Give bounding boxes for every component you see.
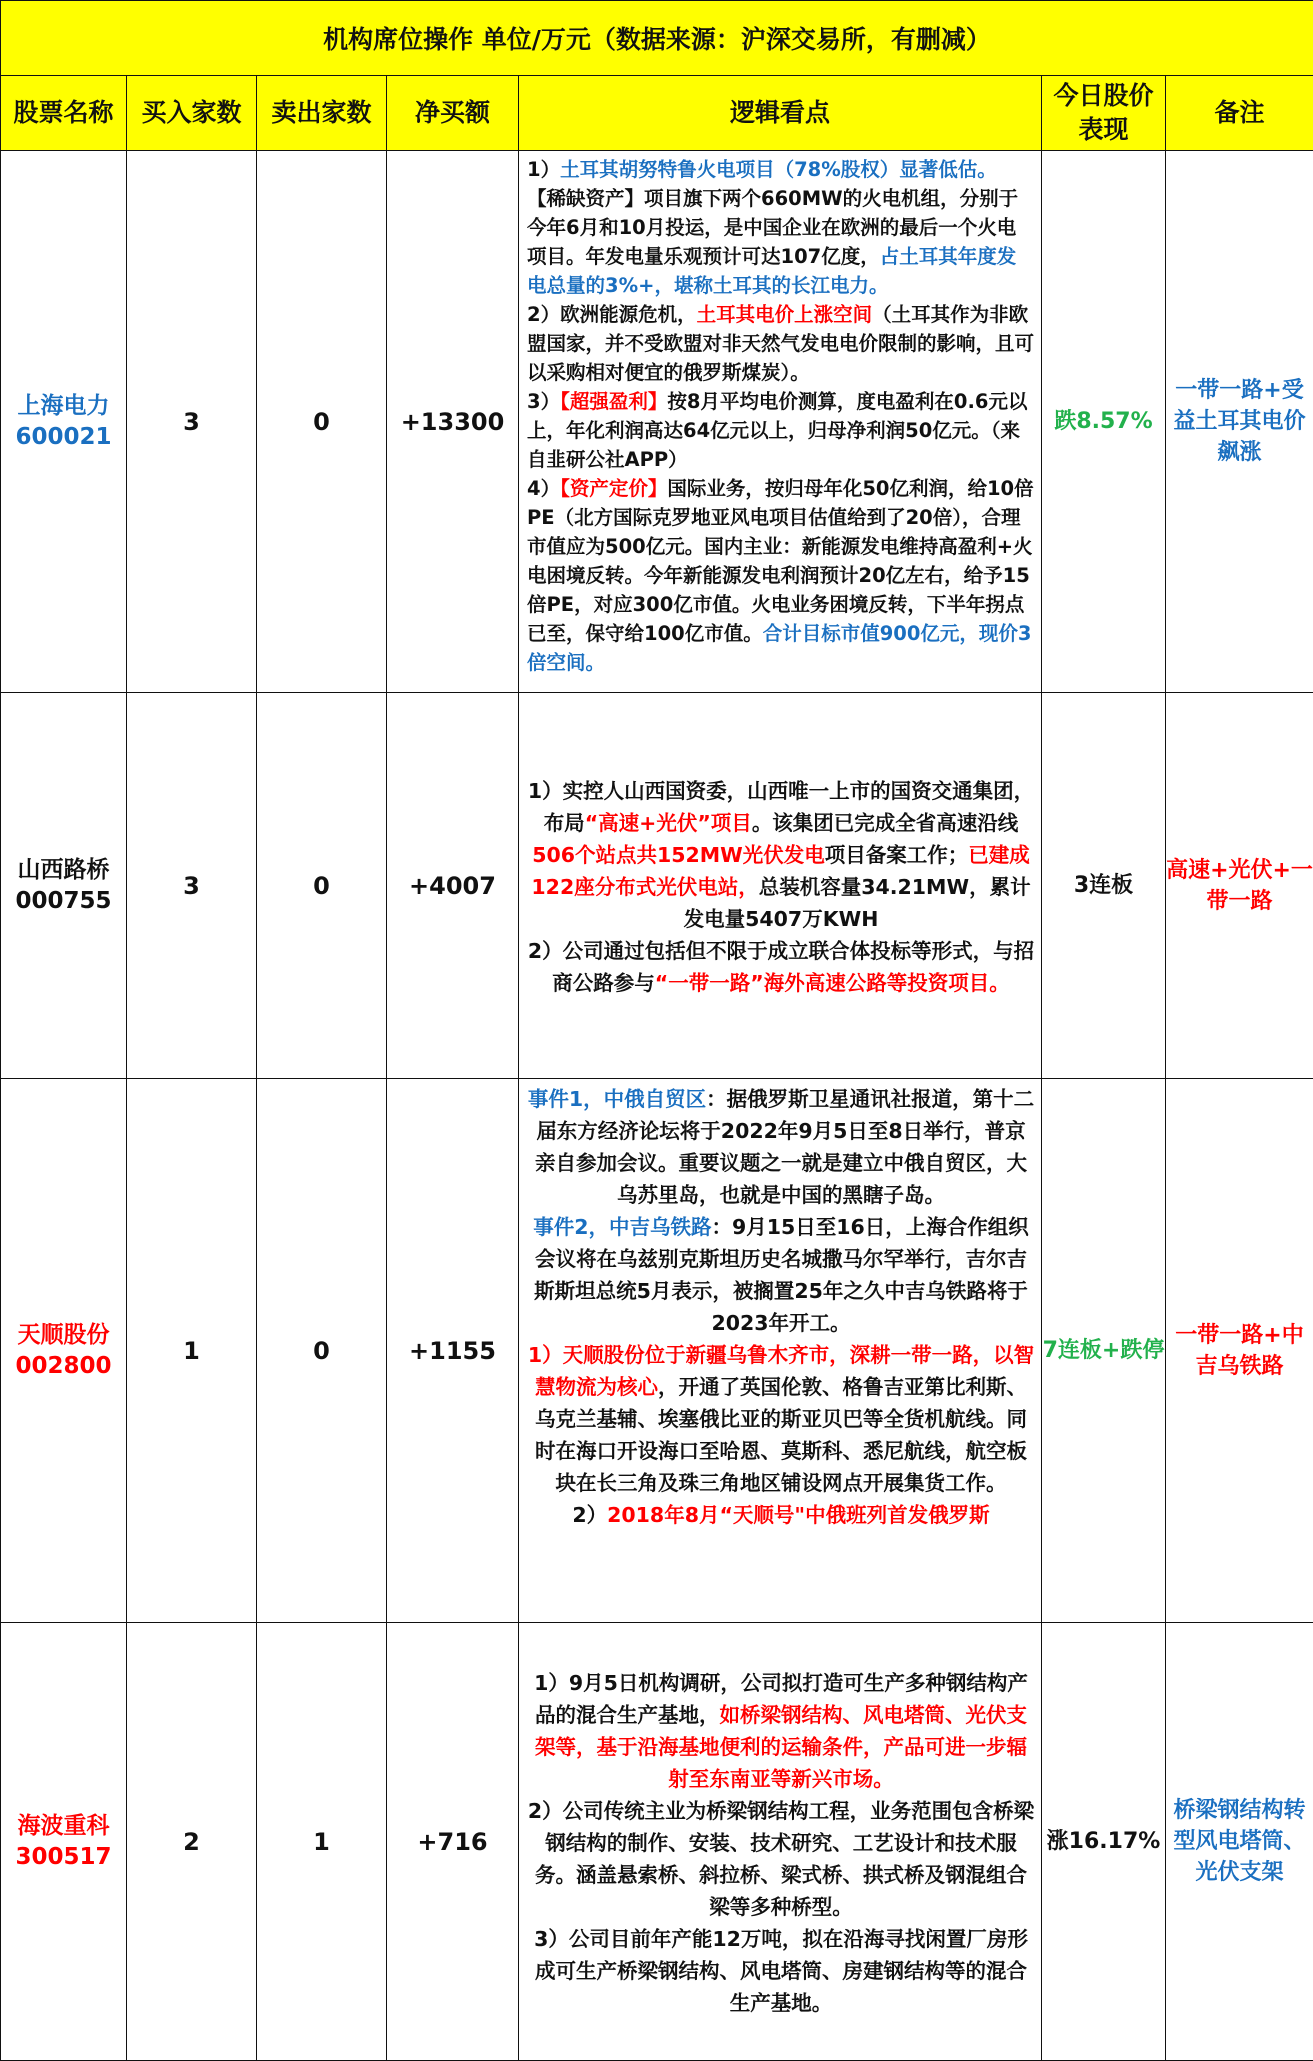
table-row — [1, 1079, 1313, 1623]
logic-text: 1）9月5日机构调研，公司拟打造可生产多种钢结构产品的混合生产基地， — [534, 1671, 1028, 1727]
logic-text: 1） — [527, 158, 560, 181]
header-row — [1, 76, 1313, 151]
note-cell: 一带一路+受益土耳其电价飙涨 — [1166, 151, 1313, 693]
logic-highlight: 506个站点共152MW光伏发电 — [532, 843, 825, 867]
table-row — [1, 693, 1313, 1079]
note-cell: 桥梁钢结构转型风电塔筒、光伏支架 — [1166, 1623, 1313, 2061]
sell-count: 0 — [257, 1079, 387, 1623]
logic-text: 1）实控人山西国资委，山西唯一上市的国资交通集团，布局 — [528, 779, 1034, 835]
logic-highlight: 土耳其电价上涨空间 — [697, 303, 873, 326]
price-performance: 跌8.57% — [1042, 151, 1166, 693]
note-cell: 一带一路+中吉乌铁路 — [1166, 1079, 1313, 1623]
header-logic: 逻辑看点 — [519, 76, 1042, 151]
header-perf-line2: 表现 — [1078, 115, 1128, 144]
stock-name-cell — [1, 693, 127, 1079]
sell-count: 0 — [257, 693, 387, 1079]
logic-highlight: 2018年8月“天顺号"中俄班列首发俄罗斯 — [607, 1503, 989, 1527]
logic-highlight: 合计目标市值900亿元，现价3倍空间。 — [527, 622, 1032, 674]
sell-count: 1 — [257, 1623, 387, 2061]
logic-highlight: “一带一路”海外高速公路等投资项目。 — [655, 971, 1010, 995]
buy-count: 1 — [127, 1079, 257, 1623]
stock-code: 300517 — [15, 1844, 111, 1870]
header-perf-line1: 今日股价 — [1053, 81, 1153, 110]
net-buy: +1155 — [387, 1079, 519, 1623]
stock-name: 上海电力 — [18, 393, 110, 419]
logic-text: 3） — [527, 390, 560, 413]
stock-name: 海波重科 — [18, 1813, 110, 1839]
logic-text: 总装机容量34.21MW，累计发电量5407万KWH — [684, 875, 1031, 931]
logic-cell — [519, 151, 1042, 693]
logic-text: ：9月15日至16日，上海合作组织会议将在乌兹别克斯坦历史名城撒马尔罕举行，吉尔吉斯斯坦总统5月表示，被搁置25年之久中吉乌铁路将于2023年开工。 — [534, 1215, 1029, 1335]
logic-highlight: 事件1，中俄自贸区 — [528, 1087, 706, 1111]
net-buy: +716 — [387, 1623, 519, 2061]
logic-text: 国际业务，按归母年化50亿利润，给10倍PE（北方国际克罗地亚风电项目估值给到了20倍），合理市值应为500亿元。国内主业：新能源发电维持高盈利+火电困境反转。今年新能源发电利润预计20亿左右，给予15倍PE，对应300亿市值。火电业务困境反转，下半年拐点已至，保守给100亿市值。 — [527, 477, 1034, 645]
logic-cell — [519, 1623, 1042, 2061]
stock-code: 002800 — [15, 1353, 111, 1379]
logic-text: 【稀缺资产】项目旗下两个660MW的火电机组，分别于今年6月和10月投运，是中国企业在欧洲的最后一个火电项目。年发电量乐观预计可达107亿度， — [527, 187, 1018, 268]
logic-text: ：据俄罗斯卫星通讯社报道，第十二届东方经济论坛将于2022年9月5日至8日举行，普京亲自参加会议。重要议题之一就是建立中俄自贸区，大乌苏里岛，也就是中国的黑瞎子岛。 — [535, 1087, 1034, 1207]
price-performance: 涨16.17% — [1042, 1623, 1166, 2061]
header-note: 备注 — [1166, 76, 1313, 151]
logic-cell — [519, 693, 1042, 1079]
net-buy: +13300 — [387, 151, 519, 693]
buy-count: 3 — [127, 693, 257, 1079]
header-sell-count: 卖出家数 — [257, 76, 387, 151]
logic-highlight: 【超强盈利】 — [560, 390, 667, 413]
header-price-performance — [1042, 76, 1166, 151]
stock-name-cell — [1, 1623, 127, 2061]
header-buy-count: 买入家数 — [127, 76, 257, 151]
stock-name-cell — [1, 151, 127, 693]
logic-highlight: 占土耳其年度发电总量的3%+，堪称土耳其的长江电力。 — [527, 245, 1016, 297]
logic-highlight: 1）天顺股份位于新疆乌鲁木齐市，深耕一带一路，以智慧物流为核心 — [528, 1343, 1034, 1399]
logic-text: 2）公司传统主业为桥梁钢结构工程，业务范围包含桥梁钢结构的制作、安装、技术研究、工艺设计和技术服务。涵盖悬索桥、斜拉桥、梁式桥、拱式桥及钢混组合梁等多种桥型。 — [528, 1799, 1034, 1919]
logic-text: 2） — [572, 1503, 607, 1527]
table-row — [1, 151, 1313, 693]
stock-code: 600021 — [15, 424, 111, 450]
header-stock-name: 股票名称 — [1, 76, 127, 151]
buy-count: 3 — [127, 151, 257, 693]
stock-name: 天顺股份 — [18, 1322, 110, 1348]
logic-text: 3）公司目前年产能12万吨，拟在沿海寻找闲置厂房形成可生产桥梁钢结构、风电塔筒、房建钢结构等的混合生产基地。 — [534, 1927, 1028, 2015]
logic-text: 2）欧洲能源危机， — [527, 303, 697, 326]
logic-text: ，开通了英国伦敦、格鲁吉亚第比利斯、乌克兰基辅、埃塞俄比亚的斯亚贝巴等全货机航线。同时在海口开设海口至哈恩、莫斯科、悉尼航线，航空板块在长三角及珠三角地区铺设网点开展集货工作。 — [535, 1375, 1027, 1495]
logic-highlight: 土耳其胡努特鲁火电项目（78%股权）显著低估。 — [560, 158, 997, 181]
logic-highlight: 已建成122座分布式光伏电站， — [531, 843, 1029, 899]
price-performance: 3连板 — [1042, 693, 1166, 1079]
logic-text: （土耳其作为非欧盟国家，并不受欧盟对非天然气发电电价限制的影响，且可以采购相对便宜的俄罗斯煤炭）。 — [527, 303, 1034, 384]
logic-text: 按8月平均电价测算，度电盈利在0.6元以上，年化利润高达64亿元以上，归母净利润50亿元。（来自韭研公社APP） — [527, 390, 1027, 471]
logic-text: 项目备案工作； — [825, 843, 969, 867]
logic-text: 4） — [527, 477, 560, 500]
stock-code: 000755 — [15, 888, 111, 914]
net-buy: +4007 — [387, 693, 519, 1079]
price-performance: 7连板+跌停 — [1042, 1079, 1166, 1623]
logic-highlight: 【资产定价】 — [560, 477, 667, 500]
table-row — [1, 1623, 1313, 2061]
logic-highlight: 如桥梁钢结构、风电塔筒、光伏支架等，基于沿海基地便利的运输条件，产品可进一步辐射至东南亚等新兴市场。 — [535, 1703, 1027, 1791]
logic-highlight: “高速+光伏”项目 — [585, 811, 752, 835]
logic-text: 2）公司通过包括但不限于成立联合体投标等形式，与招商公路参与 — [528, 939, 1034, 995]
buy-count: 2 — [127, 1623, 257, 2061]
logic-text: 。该集团已完成全省高速沿线 — [752, 811, 1019, 835]
stock-name-cell — [1, 1079, 127, 1623]
logic-highlight: 事件2，中吉乌铁路 — [533, 1215, 711, 1239]
header-net-buy: 净买额 — [387, 76, 519, 151]
sell-count: 0 — [257, 151, 387, 693]
note-cell: 高速+光伏+一带一路 — [1166, 693, 1313, 1079]
stock-name: 山西路桥 — [18, 857, 110, 883]
table-title: 机构席位操作 单位/万元（数据来源：沪深交易所，有删减） — [1, 1, 1313, 76]
logic-cell — [519, 1079, 1042, 1623]
